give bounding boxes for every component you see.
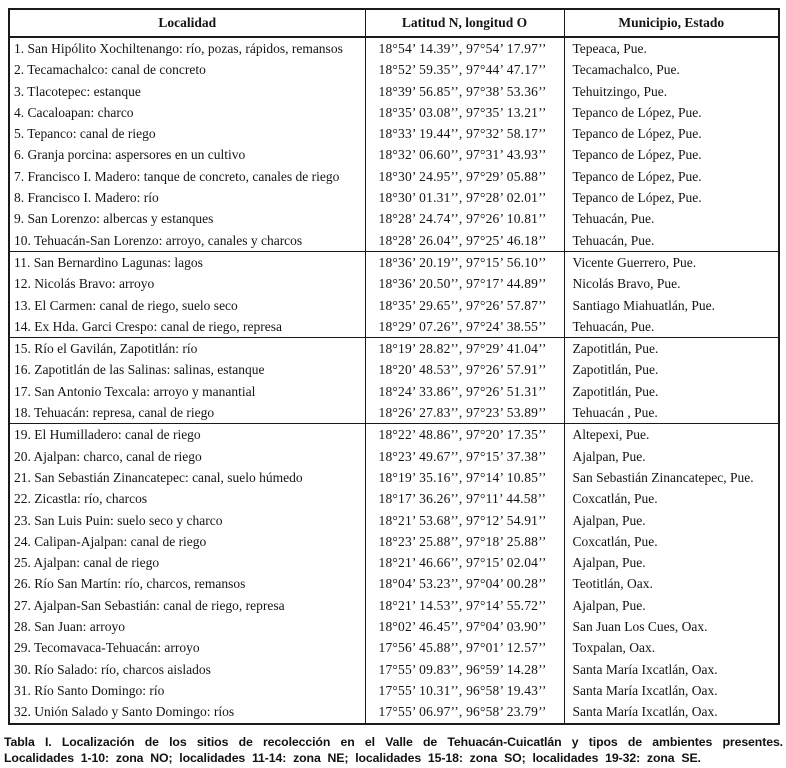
cell-municipio: Nicolás Bravo, Pue.	[572, 276, 681, 292]
cell-coords: 18°52’ 59.35’’, 97°44’ 47.17’’	[365, 59, 564, 80]
cell-municipio: Tepanco de López, Pue.	[572, 168, 702, 184]
cell-coords: 18°35’ 03.08’’, 97°35’ 13.21’’	[365, 102, 564, 123]
table-row	[9, 701, 779, 723]
cell-municipio: Vicente Guerrero, Pue.	[572, 254, 697, 270]
cell-municipio: Tehuacán, Pue.	[564, 316, 779, 338]
cell-municipio: Santa María Ixcatlán, Oax.	[572, 661, 718, 677]
cell-coords: 18°23’ 25.88’’, 97°18’ 25.88’’	[365, 531, 564, 552]
cell-coords: 18°30’ 01.31’’, 97°28’ 02.01’’	[365, 187, 564, 208]
table-row	[9, 208, 779, 229]
cell-coords: 18°28’ 26.04’’, 97°25’ 46.18’’	[365, 230, 564, 252]
cell-coords: 17°56’ 45.88’’, 97°01’ 12.57’’	[365, 637, 564, 658]
cell-localidad: 13. El Carmen: canal de riego, suelo seco	[14, 297, 238, 313]
cell-coords: 18°36’ 20.19’’, 97°15’ 56.10’’	[365, 251, 564, 273]
cell-localidad: 11. San Bernardino Lagunas: lagos	[14, 254, 203, 270]
caption-line-1: Tabla I. Localización de los sitios de recolección en el Valle de Tehuacán-Cuicatlán y tipos de ambientes presentes.	[4, 735, 783, 749]
table-row	[9, 616, 779, 637]
table-row	[9, 37, 779, 59]
cell-municipio: Tepanco de López, Pue.	[572, 126, 702, 142]
column-header-localidad: Localidad	[9, 9, 365, 37]
cell-localidad: 28. San Juan: arroyo	[14, 619, 125, 635]
cell-coords: 18°04’ 53.23’’, 97°04’ 00.28’’	[365, 573, 564, 594]
table-row	[9, 316, 779, 338]
cell-municipio: San Juan Los Cues, Oax.	[572, 619, 708, 635]
cell-coords: 18°33’ 19.44’’, 97°32’ 58.17’’	[365, 123, 564, 144]
cell-municipio: Tecamachalco, Pue.	[572, 62, 680, 78]
cell-municipio: Teotitlán, Oax.	[572, 576, 653, 592]
cell-localidad: 25. Ajalpan: canal de riego	[14, 555, 160, 571]
cell-municipio: Toxpalan, Oax.	[572, 640, 656, 656]
cell-municipio: Coxcatlán, Pue.	[572, 533, 658, 549]
cell-coords: 18°30’ 24.95’’, 97°29’ 05.88’’	[365, 166, 564, 187]
cell-localidad: 19. El Humilladero: canal de riego	[14, 427, 201, 443]
table-row	[9, 488, 779, 509]
cell-municipio: San Sebastián Zinancatepec, Pue.	[572, 469, 754, 485]
table-row	[9, 573, 779, 594]
table-row	[9, 102, 779, 123]
localities-table	[8, 8, 780, 725]
cell-localidad: 1. San Hipólito Xochiltenango: río, pozas, rápidos, remansos	[14, 41, 343, 56]
cell-coords: 18°26’ 27.83’’, 97°23’ 53.89’’	[365, 402, 564, 424]
cell-municipio: Tehuacán , Pue.	[564, 402, 779, 424]
cell-municipio: Zapotitlán, Pue.	[572, 341, 659, 357]
cell-coords: 18°36’ 20.50’’, 97°17’ 44.89’’	[365, 273, 564, 294]
table-row	[9, 251, 779, 273]
cell-coords: 18°23’ 49.67’’, 97°15’ 37.38’’	[365, 446, 564, 467]
cell-coords: 18°54’ 14.39’’, 97°54’ 17.97’’	[365, 37, 564, 59]
cell-coords: 17°55’ 06.97’’, 96°58’ 23.79’’	[365, 701, 564, 723]
cell-coords: 17°55’ 09.83’’, 96°59’ 14.28’’	[365, 659, 564, 680]
table-row	[9, 230, 779, 252]
table-row	[9, 381, 779, 402]
cell-localidad: 22. Zicastla: río, charcos	[14, 491, 148, 507]
cell-coords: 18°29’ 07.26’’, 97°24’ 38.55’’	[365, 316, 564, 338]
cell-municipio: Tehuacán, Pue.	[564, 230, 779, 252]
cell-municipio: Santa María Ixcatlán, Oax.	[572, 704, 718, 720]
table-row	[9, 637, 779, 658]
table-row	[9, 510, 779, 531]
cell-coords: 18°21’ 46.66’’, 97°15’ 02.04’’	[365, 552, 564, 573]
table-header	[9, 9, 779, 37]
cell-localidad: 26. Río San Martín: río, charcos, remansos	[14, 576, 246, 592]
cell-coords: 18°24’ 33.86’’, 97°26’ 51.31’’	[365, 381, 564, 402]
header-row	[9, 9, 779, 37]
cell-localidad: 3. Tlacotepec: estanque	[14, 83, 141, 99]
cell-municipio: Ajalpan, Pue.	[572, 512, 646, 528]
cell-coords: 18°28’ 24.74’’, 97°26’ 10.81’’	[365, 208, 564, 229]
cell-localidad: 7. Francisco I. Madero: tanque de concreto, canales de riego	[14, 168, 340, 184]
table-row	[9, 446, 779, 467]
cell-localidad: 5. Tepanco: canal de riego	[14, 126, 156, 142]
table-row	[9, 467, 779, 488]
cell-municipio: Tehuitzingo, Pue.	[572, 83, 668, 99]
cell-coords: 18°35’ 29.65’’, 97°26’ 57.87’’	[365, 295, 564, 316]
cell-municipio: Zapotitlán, Pue.	[572, 362, 659, 378]
table-row	[9, 144, 779, 165]
cell-coords: 18°22’ 48.86’’, 97°20’ 17.35’’	[365, 424, 564, 446]
cell-coords: 18°20’ 48.53’’, 97°26’ 57.91’’	[365, 359, 564, 380]
cell-localidad: 20. Ajalpan: charco, canal de riego	[14, 448, 202, 464]
cell-coords: 18°02’ 46.45’’, 97°04’ 03.90’’	[365, 616, 564, 637]
table-row	[9, 424, 779, 446]
cell-localidad: 27. Ajalpan-San Sebastián: canal de riego, represa	[14, 597, 285, 613]
cell-municipio: Tepanco de López, Pue.	[572, 190, 702, 206]
cell-coords: 17°55’ 10.31’’, 96°58’ 19.43’’	[365, 680, 564, 701]
table-row	[9, 531, 779, 552]
cell-localidad: 21. San Sebastián Zinancatepec: canal, suelo húmedo	[14, 469, 303, 485]
cell-localidad: 31. Río Santo Domingo: río	[14, 682, 165, 698]
cell-localidad: 14. Ex Hda. Garci Crespo: canal de riego, represa	[9, 316, 365, 338]
table-row	[9, 166, 779, 187]
cell-coords: 18°17’ 36.26’’, 97°11’ 44.58’’	[365, 488, 564, 509]
table-row	[9, 338, 779, 360]
cell-coords: 18°21’ 14.53’’, 97°14’ 55.72’’	[365, 595, 564, 616]
table-row	[9, 359, 779, 380]
table-row	[9, 273, 779, 294]
cell-localidad: 6. Granja porcina: aspersores en un cultivo	[14, 147, 246, 163]
cell-coords: 18°21’ 53.68’’, 97°12’ 54.91’’	[365, 510, 564, 531]
column-header-municipio-estado: Municipio, Estado	[564, 9, 779, 37]
column-header-latitud-longitud: Latitud N, longitud O	[365, 9, 564, 37]
cell-localidad: 24. Calipan-Ajalpan: canal de riego	[14, 533, 207, 549]
cell-localidad: 15. Río el Gavilán, Zapotitlán: río	[14, 341, 198, 357]
cell-municipio: Ajalpan, Pue.	[572, 597, 646, 613]
cell-municipio: Altepexi, Pue.	[572, 427, 650, 443]
table-row	[9, 59, 779, 80]
cell-municipio: Tepeaca, Pue.	[572, 41, 647, 56]
cell-coords: 18°32’ 06.60’’, 97°31’ 43.93’’	[365, 144, 564, 165]
cell-municipio: Santiago Miahuatlán, Pue.	[572, 297, 715, 313]
cell-localidad: 4. Cacaloapan: charco	[14, 104, 134, 120]
cell-municipio: Tehuacán, Pue.	[572, 211, 655, 227]
table-row	[9, 295, 779, 316]
table-body	[9, 37, 779, 724]
cell-localidad: 2. Tecamachalco: canal de concreto	[14, 62, 206, 78]
cell-localidad: 9. San Lorenzo: albercas y estanques	[14, 211, 214, 227]
table-row	[9, 123, 779, 144]
cell-localidad: 16. Zapotitlán de las Salinas: salinas, estanque	[14, 362, 265, 378]
cell-municipio: Ajalpan, Pue.	[572, 448, 646, 464]
caption-line-2: Localidades 1-10: zona NO; localidades 11-14: zona NE; localidades 15-18: zona SO; localidades 19-32: zona SE.	[4, 751, 701, 765]
table-row	[9, 595, 779, 616]
cell-municipio: Zapotitlán, Pue.	[572, 383, 659, 399]
table-row	[9, 680, 779, 701]
cell-localidad: 17. San Antonio Texcala: arroyo y manantial	[14, 383, 256, 399]
cell-coords: 18°19’ 28.82’’, 97°29’ 41.04’’	[365, 338, 564, 360]
cell-coords: 18°19’ 35.16’’, 97°14’ 10.85’’	[365, 467, 564, 488]
cell-municipio: Tepanco de López, Pue.	[572, 147, 702, 163]
cell-localidad: 23. San Luis Puin: suelo seco y charco	[14, 512, 223, 528]
cell-localidad: 10. Tehuacán-San Lorenzo: arroyo, canales y charcos	[9, 230, 365, 252]
table-row	[9, 187, 779, 208]
cell-municipio: Coxcatlán, Pue.	[572, 491, 658, 507]
table-caption	[4, 734, 783, 766]
cell-municipio: Santa María Ixcatlán, Oax.	[572, 682, 718, 698]
cell-coords: 18°39’ 56.85’’, 97°38’ 53.36’’	[365, 81, 564, 102]
cell-localidad: 12. Nicolás Bravo: arroyo	[14, 276, 155, 292]
table-row	[9, 552, 779, 573]
cell-localidad: 29. Tecomavaca-Tehuacán: arroyo	[14, 640, 200, 656]
cell-localidad: 8. Francisco I. Madero: río	[14, 190, 159, 206]
table-row	[9, 402, 779, 424]
table-row	[9, 659, 779, 680]
cell-localidad: 18. Tehuacán: represa, canal de riego	[9, 402, 365, 424]
cell-localidad: 30. Río Salado: río, charcos aislados	[14, 661, 211, 677]
cell-municipio: Tepanco de López, Pue.	[572, 104, 702, 120]
table-row	[9, 81, 779, 102]
cell-municipio: Ajalpan, Pue.	[572, 555, 646, 571]
cell-localidad: 32. Unión Salado y Santo Domingo: ríos	[14, 704, 235, 720]
